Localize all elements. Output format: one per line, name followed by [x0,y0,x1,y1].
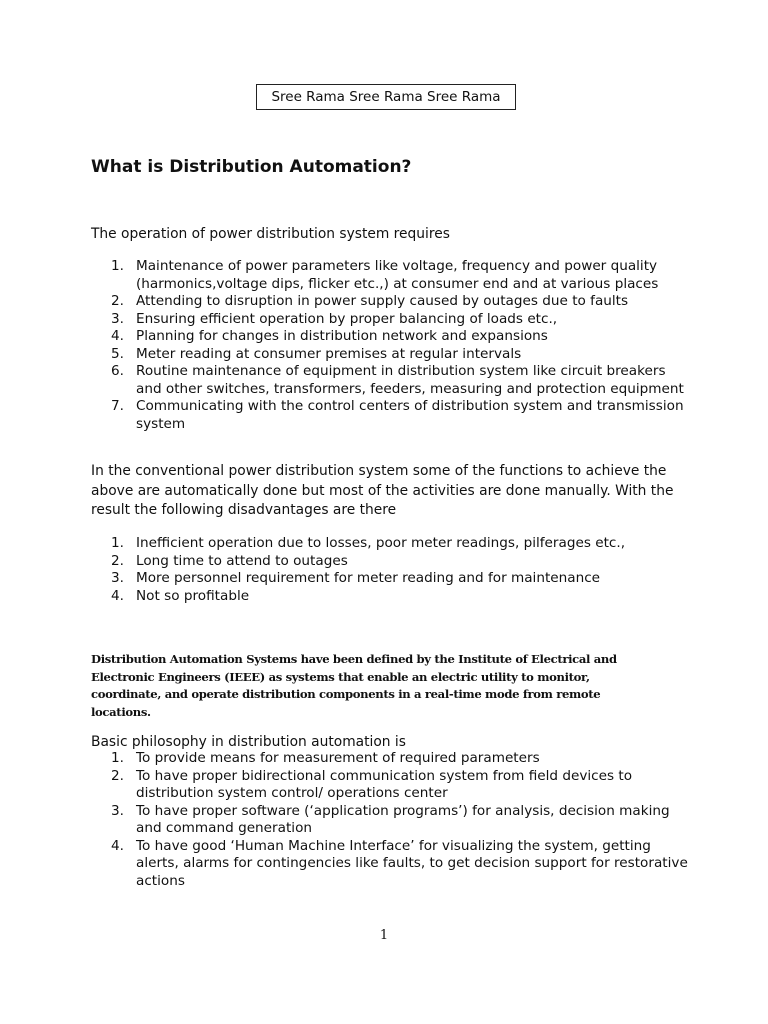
list-item-text: To have good ‘Human Machine Interface’ for visualizing the system, getting alerts, alarms for contingencies like faults, to get decision support for restorative actions [136,837,688,889]
list-item-text: To have proper software (‘application programs’) for analysis, decision making and command generation [136,802,670,836]
list-item-number: 4. [111,328,124,344]
list-item-number: 4. [111,587,124,604]
list-item-text: Routine maintenance of equipment in distribution system like circuit breakers and other switches, transformers, feeders, measuring and protection equipment [136,363,684,397]
list-item-text: Inefficient operation due to losses, poor meter readings, pilferages etc., [136,535,626,551]
page-number: 1 [379,928,389,943]
list-item [91,838,691,891]
list-item-text: Not so profitable [136,587,250,604]
list-item-number: 2. [111,293,124,309]
list-item-number: 4. [111,837,124,854]
list-item-number: 5. [111,345,124,362]
list-item [91,258,691,293]
list-item-number: 2. [111,552,124,569]
page-title: What is Distribution Automation? [91,157,412,177]
list-item-text: Attending to disruption in power supply caused by outages due to faults [136,293,629,309]
philosophy-intro: Basic philosophy in distribution automation is [91,734,406,750]
ieee-definition: Distribution Automation Systems have been defined by the Institute of Electrical and Electronic Engineers (IEEE) as systems that enable an electric utility to monitor, coordinate, and operate distribution components in a real-time mode from remote locations. [91,652,617,719]
list-item [91,293,691,311]
list-item-text: Maintenance of power parameters like voltage, frequency and power quality (harmonics,voltage dips, flicker etc.,) at consumer end and at various places [136,258,659,292]
list-item-number: 7. [111,398,124,414]
list-item-text: Planning for changes in distribution network and expansions [136,328,548,344]
list-item-number: 3. [111,570,124,586]
list-item-text: Meter reading at consumer premises at regular intervals [136,345,522,362]
list-item-text: To provide means for measurement of required parameters [136,750,540,766]
list-item-text: Communicating with the control centers of distribution system and transmission system [136,398,684,432]
list-item-number: 1. [111,750,124,766]
list-item [91,346,691,364]
conventional-paragraph: In the conventional power distribution system some of the functions to achieve the above are automatically done but most of the activities are done manually. With the result the following disadvantages are there [91,463,674,518]
list-item [91,535,691,553]
list-item [91,803,691,838]
intro-paragraph: The operation of power distribution system requires [91,226,450,242]
list-item [91,570,691,588]
list-item-number: 3. [111,802,124,819]
list-item [91,588,691,606]
disadvantages-list [91,535,691,605]
list-item [91,768,691,803]
list-item-number: 6. [111,363,124,379]
list-item [91,750,691,768]
list-item [91,328,691,346]
list-item [91,553,691,571]
philosophy-list [91,750,691,890]
list-item-number: 3. [111,310,124,327]
list-item-text: More personnel requirement for meter reading and for maintenance [136,570,601,586]
list-item-text: Ensuring efficient operation by proper balancing of loads etc., [136,310,558,327]
list-item-number: 1. [111,535,124,551]
list-item-text: Long time to attend to outages [136,552,348,569]
header-box: Sree Rama Sree Rama Sree Rama [256,84,516,110]
list-item [91,398,691,433]
list-item-number: 1. [111,258,124,274]
list-item [91,311,691,329]
requirements-list [91,258,691,433]
list-item-number: 2. [111,767,124,784]
list-item-text: To have proper bidirectional communication system from field devices to distribution system control/ operations center [136,767,633,801]
list-item [91,363,691,398]
